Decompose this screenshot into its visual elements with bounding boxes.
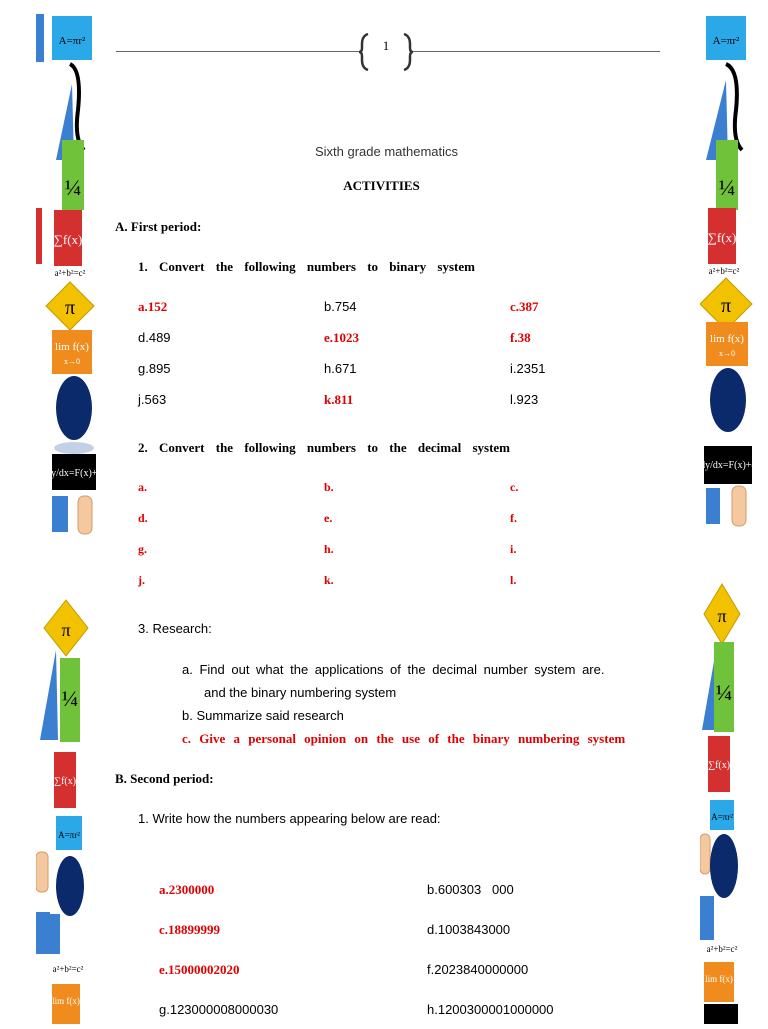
svg-text:x→0: x→0 [719, 349, 735, 358]
decimal-item: d. [138, 511, 148, 525]
section-a-q2-label: 2. Convert the following numbers to the decimal system [138, 440, 510, 455]
section-b-q1-label: 1. Write how the numbers appearing below are read: [138, 811, 441, 826]
svg-text:x→0: x→0 [64, 357, 80, 366]
page-number-box [358, 32, 414, 72]
svg-text:∑f(x): ∑f(x) [53, 776, 77, 787]
sum-icon: ∑f(x) [53, 232, 83, 247]
decimal-item: c. [510, 480, 519, 494]
binary-item: b.754 [324, 299, 357, 314]
document-subtitle: Sixth grade mathematics [314, 144, 459, 159]
decimal-item: k. [324, 573, 334, 587]
limit-icon: lim f(x) [55, 341, 89, 353]
reading-item: a.2300000 [159, 882, 215, 897]
svg-text:π: π [61, 620, 71, 640]
area-formula-icon: A=πr² [58, 35, 86, 47]
decimal-item: b. [324, 480, 334, 494]
reading-item: d.1003843000 [427, 922, 511, 937]
reading-item: f.2023840000000 [427, 962, 529, 977]
decimal-item: j. [138, 573, 145, 587]
svg-text:a²+b²=c²: a²+b²=c² [708, 266, 740, 276]
binary-item: f.38 [510, 330, 531, 345]
svg-text:π: π [720, 295, 732, 317]
section-a-q3-label: 3. Research: [138, 621, 212, 636]
reading-item: e.15000002020 [159, 962, 240, 977]
section-a-q1-label: 1. Convert the following numbers to binary system [138, 259, 475, 274]
decimal-item: a. [138, 480, 147, 494]
derivative-icon: dy/dx=F(x)+c [46, 468, 102, 479]
binary-item: k.811 [324, 392, 354, 407]
svg-text:lim f(x): lim f(x) [710, 333, 744, 345]
svg-text:¼: ¼ [718, 175, 736, 200]
reading-item: g.123000008000030 [159, 1002, 279, 1017]
pythagoras-icon: a²+b²=c² [54, 268, 86, 278]
binary-item: g.895 [138, 361, 171, 376]
svg-text:A=πr²: A=πr² [711, 812, 733, 822]
binary-item: h.671 [324, 361, 357, 376]
section-b-heading: B. Second period: [115, 771, 214, 786]
svg-text:∑f(x): ∑f(x) [707, 760, 731, 771]
reading-item: h.1200300001000000 [427, 1002, 554, 1017]
decimal-item: l. [510, 573, 517, 587]
page-number: 1 [382, 38, 390, 53]
research-item-a-line2: and the binary numbering system [204, 685, 397, 700]
reading-item: b.600303 000 [427, 882, 514, 897]
binary-item: i.2351 [510, 361, 546, 376]
svg-text:lim f(x): lim f(x) [705, 974, 733, 984]
research-item-a-line1: a. Find out what the applications of the decimal number system are. [182, 662, 605, 677]
svg-text:π: π [717, 606, 727, 626]
decimal-item: e. [324, 511, 333, 525]
decimal-item: i. [510, 542, 517, 556]
section-a-heading: A. First period: [115, 219, 202, 234]
header-rule-left [116, 51, 360, 52]
svg-text:∑f(x): ∑f(x) [707, 230, 737, 245]
binary-item: l.923 [510, 392, 539, 407]
svg-text:A=πr²: A=πr² [712, 35, 740, 47]
svg-text:A=πr²: A=πr² [58, 830, 80, 840]
binary-item: a.152 [138, 299, 168, 314]
binary-item: d.489 [138, 330, 171, 345]
svg-text:¼: ¼ [715, 680, 733, 705]
quarter-icon: ¼ [64, 175, 82, 200]
svg-text:dy/dx=F(x)+c: dy/dx=F(x)+c [700, 460, 756, 471]
reading-item: c.18899999 [159, 922, 221, 937]
decimal-item: h. [324, 542, 334, 556]
research-item-b: b. Summarize said research [182, 708, 344, 723]
decimal-item: g. [138, 542, 147, 556]
binary-item: j.563 [138, 392, 167, 407]
document-title: ACTIVITIES [343, 178, 420, 193]
svg-text:lim f(x): lim f(x) [52, 996, 80, 1006]
svg-text:a²+b²=c²: a²+b²=c² [706, 944, 738, 954]
research-item-c: c. Give a personal opinion on the use of the binary numbering system [182, 731, 626, 746]
header-rule-right [412, 51, 660, 52]
binary-item: c.387 [510, 299, 539, 314]
svg-text:a²+b²=c²: a²+b²=c² [52, 964, 84, 974]
binary-item: e.1023 [324, 330, 360, 345]
decimal-item: f. [510, 511, 517, 525]
pi-icon: π [64, 297, 76, 319]
svg-text:¼: ¼ [61, 686, 79, 711]
